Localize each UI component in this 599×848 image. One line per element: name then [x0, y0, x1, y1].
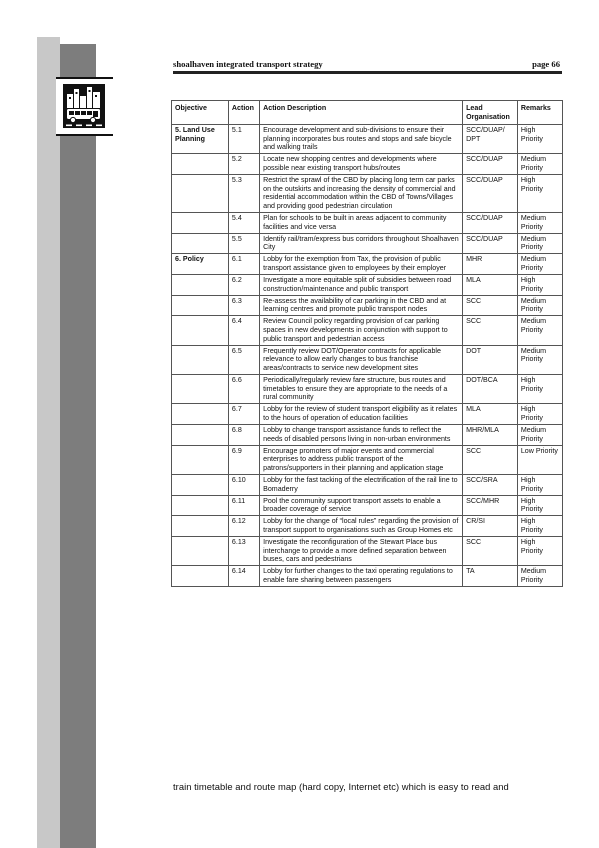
column-header: Objective	[172, 101, 229, 125]
remarks-cell: High Priority	[517, 175, 562, 213]
table-row	[172, 275, 563, 296]
lead-organisation-cell: SCC	[463, 316, 518, 345]
action-description-cell: Review Council policy regarding provision of car parking spaces in new developments in conjunction with support to public transport and pedestrian access	[260, 316, 463, 345]
objective-cell	[172, 474, 229, 495]
action-description-cell: Re-assess the availability of car parking in the CBD and at learning centres and promote public transport nodes	[260, 295, 463, 316]
objective-cell	[172, 345, 229, 374]
lead-organisation-cell: MHR	[463, 254, 518, 275]
action-number-cell: 6.8	[228, 425, 259, 446]
objective-cell	[172, 316, 229, 345]
objective-cell	[172, 295, 229, 316]
document-title: shoalhaven integrated transport strategy	[173, 59, 323, 69]
action-description-cell: Encourage promoters of major events and commercial enterprises to address public transport of the patrons/supporters in their planning and application stage	[260, 445, 463, 474]
table-row	[172, 233, 563, 254]
action-description-cell: Lobby for the fast tacking of the electrification of the rail line to Bomaderry	[260, 474, 463, 495]
lead-organisation-cell: SCC/DUAP	[463, 175, 518, 213]
objective-cell: 5. Land Use Planning	[172, 125, 229, 154]
lead-organisation-cell: MLA	[463, 275, 518, 296]
action-description-cell: Lobby to change transport assistance funds to reflect the needs of disabled persons living in non-urban environments	[260, 425, 463, 446]
objective-cell	[172, 445, 229, 474]
objective-cell	[172, 375, 229, 404]
action-number-cell: 6.4	[228, 316, 259, 345]
table-row	[172, 316, 563, 345]
action-number-cell: 5.5	[228, 233, 259, 254]
action-number-cell: 6.10	[228, 474, 259, 495]
remarks-cell: High Priority	[517, 495, 562, 516]
action-number-cell: 6.3	[228, 295, 259, 316]
lead-organisation-cell: MLA	[463, 404, 518, 425]
city-bus-icon	[63, 84, 105, 128]
action-description-cell: Lobby for the review of student transport eligibility as it relates to the hours of operation of education facilities	[260, 404, 463, 425]
action-number-cell: 6.2	[228, 275, 259, 296]
objective-cell	[172, 516, 229, 537]
remarks-cell: Medium Priority	[517, 233, 562, 254]
objective-cell	[172, 495, 229, 516]
remarks-cell: High Priority	[517, 537, 562, 566]
remarks-cell: Medium Priority	[517, 425, 562, 446]
action-number-cell: 5.4	[228, 213, 259, 234]
table-row	[172, 125, 563, 154]
column-header: Lead Organisation	[463, 101, 518, 125]
action-description-cell: Periodically/regularly review fare structure, bus routes and timetables to ensure they are appropriate to the needs of a rural community	[260, 375, 463, 404]
objective-cell	[172, 154, 229, 175]
action-table	[171, 100, 563, 587]
objective-cell	[172, 213, 229, 234]
objective-cell	[172, 233, 229, 254]
page-number: page 66	[532, 59, 560, 69]
remarks-cell: Medium Priority	[517, 154, 562, 175]
lead-organisation-cell: SCC/DUAP	[463, 213, 518, 234]
remarks-cell: High Priority	[517, 404, 562, 425]
margin-strip-light	[37, 37, 60, 848]
lead-organisation-cell: SCC/DUAP	[463, 154, 518, 175]
action-description-cell: Lobby for the change of “local rules” regarding the provision of transport support to organisations such as Group Homes etc	[260, 516, 463, 537]
table-body	[172, 125, 563, 587]
remarks-cell: High Priority	[517, 375, 562, 404]
objective-cell	[172, 537, 229, 566]
table-row	[172, 154, 563, 175]
action-description-cell: Plan for schools to be built in areas adjacent to community facilities and vice versa	[260, 213, 463, 234]
action-number-cell: 6.14	[228, 566, 259, 587]
column-header: Action Description	[260, 101, 463, 125]
table-row	[172, 213, 563, 234]
remarks-cell: Medium Priority	[517, 566, 562, 587]
table-row	[172, 516, 563, 537]
lead-organisation-cell: SCC/SRA	[463, 474, 518, 495]
table-row	[172, 175, 563, 213]
transport-logo	[56, 77, 113, 136]
lead-organisation-cell: SCC	[463, 295, 518, 316]
table-row	[172, 375, 563, 404]
action-description-cell: Lobby for the exemption from Tax, the provision of public transport assistance given to employees by their employer	[260, 254, 463, 275]
table-row	[172, 474, 563, 495]
action-description-cell: Investigate a more equitable split of subsidies between road construction/maintenance and public transport	[260, 275, 463, 296]
lead-organisation-cell: DOT	[463, 345, 518, 374]
action-number-cell: 6.7	[228, 404, 259, 425]
remarks-cell: High Priority	[517, 474, 562, 495]
table-row	[172, 345, 563, 374]
action-description-cell: Investigate the reconfiguration of the Stewart Place bus interchange to provide a more defined separation between buses, cars and pedestrians	[260, 537, 463, 566]
lead-organisation-cell: MHR/MLA	[463, 425, 518, 446]
table-row	[172, 495, 563, 516]
body-text-continuation: train timetable and route map (hard copy, Internet etc) which is easy to read and	[173, 781, 509, 792]
remarks-cell: Medium Priority	[517, 254, 562, 275]
action-number-cell: 5.1	[228, 125, 259, 154]
remarks-cell: High Priority	[517, 275, 562, 296]
margin-strip-dark	[60, 44, 96, 848]
lead-organisation-cell: SCC	[463, 537, 518, 566]
lead-organisation-cell: SCC/DUAP/ DPT	[463, 125, 518, 154]
remarks-cell: High Priority	[517, 516, 562, 537]
action-number-cell: 6.6	[228, 375, 259, 404]
objective-cell	[172, 175, 229, 213]
action-description-cell: Frequently review DOT/Operator contracts for applicable relevance to allow early changes to bus franchise areas/contracts to service new development sites	[260, 345, 463, 374]
objective-cell: 6. Policy	[172, 254, 229, 275]
objective-cell	[172, 404, 229, 425]
action-number-cell: 6.9	[228, 445, 259, 474]
table-row	[172, 445, 563, 474]
table-row	[172, 425, 563, 446]
remarks-cell: Medium Priority	[517, 295, 562, 316]
objective-cell	[172, 425, 229, 446]
action-number-cell: 6.5	[228, 345, 259, 374]
remarks-cell: Low Priority	[517, 445, 562, 474]
table-row	[172, 404, 563, 425]
column-header: Remarks	[517, 101, 562, 125]
action-number-cell: 6.13	[228, 537, 259, 566]
action-number-cell: 6.12	[228, 516, 259, 537]
column-header: Action	[228, 101, 259, 125]
table-row	[172, 254, 563, 275]
action-number-cell: 6.11	[228, 495, 259, 516]
lead-organisation-cell: DOT/BCA	[463, 375, 518, 404]
objective-cell	[172, 275, 229, 296]
table-row	[172, 537, 563, 566]
action-description-cell: Encourage development and sub-divisions to ensure their planning incorporates bus routes and stops and safe bicycle and walking trails	[260, 125, 463, 154]
action-number-cell: 6.1	[228, 254, 259, 275]
lead-organisation-cell: SCC	[463, 445, 518, 474]
lead-organisation-cell: SCC/MHR	[463, 495, 518, 516]
action-description-cell: Restrict the sprawl of the CBD by placing long term car parks on the outskirts and increasing the density of commercial and residential accommodation within the CBD of Towns/Villages and providing good pedestrian circulation	[260, 175, 463, 213]
action-number-cell: 5.2	[228, 154, 259, 175]
page-header	[173, 57, 562, 74]
remarks-cell: Medium Priority	[517, 213, 562, 234]
lead-organisation-cell: CR/SI	[463, 516, 518, 537]
action-description-cell: Pool the community support transport assets to enable a broader coverage of service	[260, 495, 463, 516]
action-description-cell: Locate new shopping centres and developments where possible near existing transport hubs/routes	[260, 154, 463, 175]
action-number-cell: 5.3	[228, 175, 259, 213]
remarks-cell: Medium Priority	[517, 316, 562, 345]
remarks-cell: High Priority	[517, 125, 562, 154]
objective-cell	[172, 566, 229, 587]
action-description-cell: Identify rail/tram/express bus corridors throughout Shoalhaven City	[260, 233, 463, 254]
table-row	[172, 566, 563, 587]
remarks-cell: Medium Priority	[517, 345, 562, 374]
lead-organisation-cell: TA	[463, 566, 518, 587]
table-header-row	[172, 101, 563, 125]
table-row	[172, 295, 563, 316]
lead-organisation-cell: SCC/DUAP	[463, 233, 518, 254]
action-description-cell: Lobby for further changes to the taxi operating regulations to enable fare sharing between passengers	[260, 566, 463, 587]
